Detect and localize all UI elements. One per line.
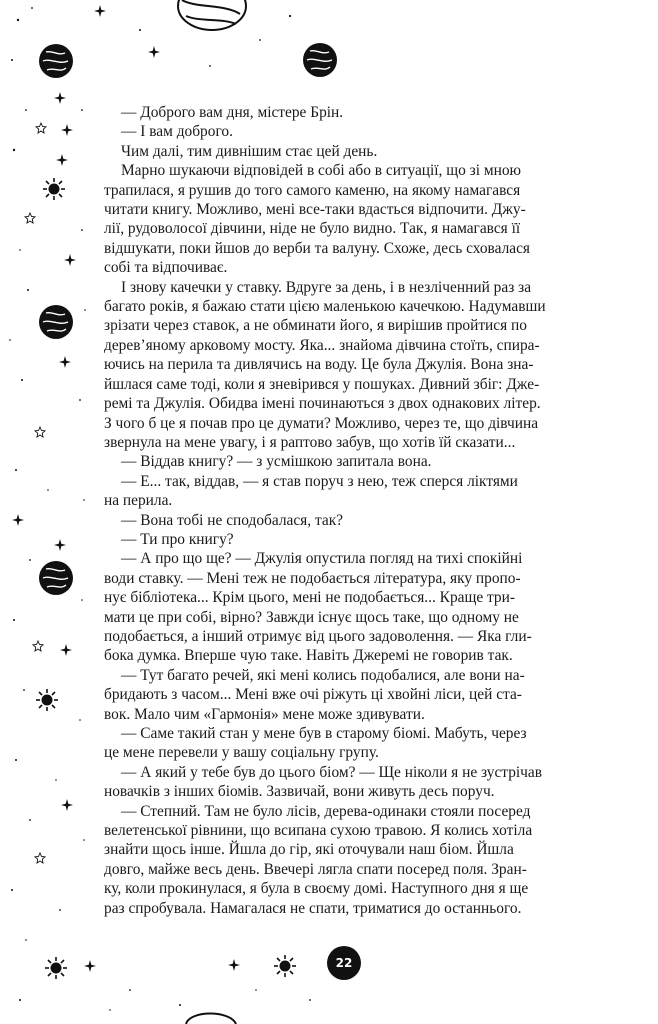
sun-icon xyxy=(36,689,58,711)
paragraph: — А який у тебе був до цього біом? — Ще ніколи я не зустрічав новачків з інших біомів. Зазвичай, вони живуть десь поруч. xyxy=(104,763,543,801)
outline-star-icon xyxy=(35,853,45,863)
paragraph: — А про що ще? — Джулія опустила погляд на тихі спокійні води ставку. — Мені теж не подобається література, яку пропо- нує бібліотека... Крім цього, мені не подобається... Краще три- мати це при собі, вірно? Завжди існує щось таке, що одному не подобається, а інший отримує від цього задоволення. — Яка гли- бока думка. Вперше чую таке. Навіть Джеремі не говорив так. xyxy=(104,550,532,665)
sparkle-star-icon xyxy=(64,254,76,266)
sparkle-star-icon xyxy=(56,154,68,166)
outline-star-icon xyxy=(25,213,35,223)
paragraph: Чим далі, тим дивнішим стає цей день. xyxy=(121,142,378,160)
planet-icon xyxy=(178,0,246,30)
paragraph: — Е... так, віддав, — я став поруч з нею, теж сперся ліктями на перила. xyxy=(104,472,518,510)
planet-icon xyxy=(39,44,73,78)
paragraph: — Ти про книгу? xyxy=(121,530,234,548)
sparkle-star-icon xyxy=(12,514,24,526)
paragraph: — Тут багато речей, які мені колись подобалися, але вони на- бридають з часом... Мені вже очі ріжуть ці хвойні ліси, цей ста- вок. Мало чим «Гармонія» мене може здивувати. xyxy=(104,666,525,723)
paragraph: Марно шукаючи відповідей в собі або в ситуації, що зі мною трапилася, я рушив до того самого каменю, на якому намагався читати книгу. Можливо, мені все-таки вдасться відпочити. Джу- лії, рудоволосої дівчини, ніде не було видно. Так, я намагався її відшукати, поки йшов до верби та валуну. Схоже, десь сховалася собі та відпочиває. xyxy=(104,162,530,277)
paragraph: І знову качечки у ставку. Вдруге за день, і в незліченний раз за багато років, я бажаю стати цією маленькою качечкою. Надумавши зрізати через ставок, а не обминати його, я вирішив пройтися по дерев’яному арковому мосту. Яка... знайома дівчина стоїть, спира- ючись на перила та дивлячись на воду. Це була Джулія. Вона зна- йшлася саме тоді, коли я зневірився у пошуках. Дивний збіг: Дже- ремі та Джулія. Обидва імені починаються з двох однакових літер. З чого б це я почав про це думати? Можливо, через те, що дівчина звернула на мене увагу, і я раптово забув, що хотів їй сказати... xyxy=(104,278,546,451)
sparkle-star-icon xyxy=(148,46,160,58)
outline-star-icon xyxy=(33,641,43,651)
book-text xyxy=(104,103,594,918)
sparkle-star-icon xyxy=(61,124,73,136)
paragraph: — І вам доброго. xyxy=(121,123,233,141)
sun-icon xyxy=(274,955,296,977)
paragraph: — Степний. Там не було лісів, дерева-одинаки стояли посеред велетенської рівнини, що всипана сухою травою. Я колись хотіла знайти щось інше. Йшла до гір, які оточували наш біом. Йшла довго, майже весь день. Ввечері лягла спати посеред поля. Зран- ку, коли прокинулася, я була в своєму домі. Наступного дня я ще раз спробувала. Намагалася не спати, триматися до останнього. xyxy=(104,802,533,917)
paragraph: — Саме такий стан у мене був в старому біомі. Мабуть, через це мене перевели у вашу соціальну групу. xyxy=(104,725,527,762)
sparkle-star-icon xyxy=(84,960,96,972)
paragraph: — Вона тобі не сподобалася, так? xyxy=(121,511,344,529)
sun-icon xyxy=(43,178,65,200)
paragraph: — Доброго вам дня, містере Брін. xyxy=(121,104,344,121)
outline-star-icon xyxy=(36,123,46,133)
sparkle-star-icon xyxy=(61,799,73,811)
planet-icon xyxy=(186,1014,236,1024)
sparkle-star-icon xyxy=(54,92,66,104)
page-number: 22 xyxy=(327,946,361,980)
sparkle-star-icon xyxy=(60,644,72,656)
sparkle-star-icon xyxy=(228,959,240,971)
sparkle-star-icon xyxy=(54,539,66,551)
paragraph: — Віддав книгу? — з усмішкою запитала вона. xyxy=(121,453,432,471)
sparkle-star-icon xyxy=(59,356,71,368)
sparkle-star-icon xyxy=(94,5,106,17)
planet-icon xyxy=(303,43,337,77)
outline-star-icon xyxy=(35,427,45,437)
planet-icon xyxy=(39,305,73,339)
planet-icon xyxy=(39,561,73,595)
sun-icon xyxy=(45,957,67,979)
